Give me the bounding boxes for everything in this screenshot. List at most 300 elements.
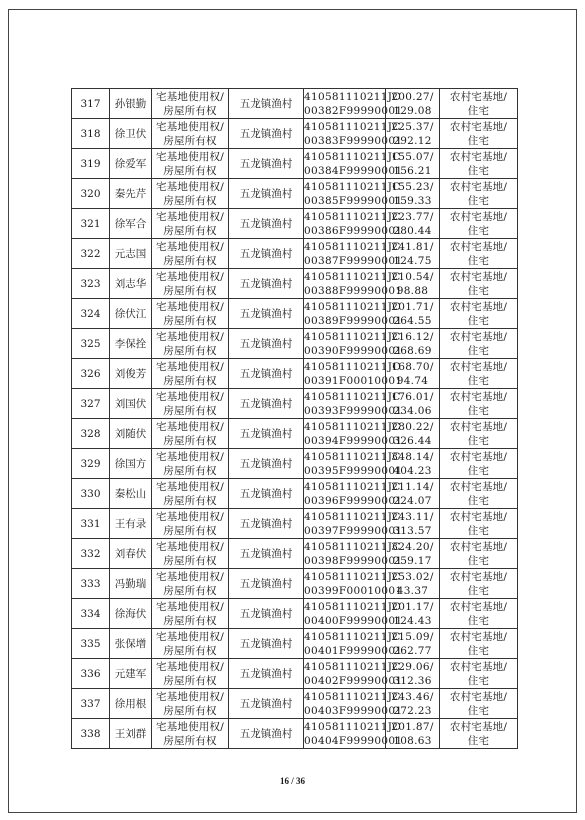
area-line: 324.20/ bbox=[391, 540, 434, 553]
land-use-line: 农村宅基地/ bbox=[449, 630, 508, 643]
land-use-line: 农村宅基地/ bbox=[449, 210, 508, 223]
table-row bbox=[72, 359, 518, 389]
land-use-line: 住宅 bbox=[467, 614, 490, 627]
row-number-cell: 333 bbox=[72, 569, 110, 599]
land-use-line: 农村宅基地/ bbox=[449, 450, 508, 463]
right-type-line: 宅基地使用权/ bbox=[156, 600, 224, 613]
right-type-line: 宅基地使用权/ bbox=[156, 630, 224, 643]
right-type-cell bbox=[152, 119, 229, 149]
area-line: 98.88 bbox=[396, 284, 429, 297]
right-type-line: 宅基地使用权/ bbox=[156, 540, 224, 553]
location-cell: 五龙镇渔村 bbox=[229, 329, 304, 359]
row-number-cell: 332 bbox=[72, 539, 110, 569]
area-cell bbox=[386, 329, 440, 359]
row-number-cell: 328 bbox=[72, 419, 110, 449]
land-use-line: 农村宅基地/ bbox=[449, 120, 508, 133]
parcel-code-line: 410581110211JC bbox=[304, 360, 401, 373]
area-line: 210.54/ bbox=[391, 270, 434, 283]
parcel-code-line: 410581110211JC bbox=[304, 480, 401, 493]
owner-name-cell: 刘俊芳 bbox=[110, 359, 152, 389]
land-use-cell bbox=[440, 539, 518, 569]
table-row bbox=[72, 209, 518, 239]
land-use-line: 农村宅基地/ bbox=[449, 330, 508, 343]
land-use-line: 农村宅基地/ bbox=[449, 90, 508, 103]
area-line: 201.71/ bbox=[391, 300, 434, 313]
parcel-code-line: 00394F99990001 bbox=[304, 434, 403, 447]
parcel-code-cell bbox=[304, 449, 403, 479]
parcel-code-cell bbox=[304, 209, 403, 239]
parcel-code-line: 00388F99990001 bbox=[304, 284, 403, 297]
area-cell bbox=[386, 539, 440, 569]
parcel-code-cell bbox=[304, 539, 403, 569]
row-number-cell: 318 bbox=[72, 119, 110, 149]
parcel-code-line: 410581110211JC bbox=[304, 90, 401, 103]
parcel-code-line: 410581110211JC bbox=[304, 390, 401, 403]
land-use-line: 住宅 bbox=[467, 554, 490, 567]
right-type-line: 房屋所有权 bbox=[163, 704, 217, 717]
area-line: 201.17/ bbox=[391, 600, 434, 613]
land-use-line: 住宅 bbox=[467, 344, 490, 357]
area-line: 215.09/ bbox=[391, 630, 434, 643]
land-use-cell bbox=[440, 119, 518, 149]
row-number-cell: 334 bbox=[72, 599, 110, 629]
area-line: 326.44 bbox=[393, 434, 432, 447]
owner-name-cell: 秦先芹 bbox=[110, 179, 152, 209]
row-number-cell: 323 bbox=[72, 269, 110, 299]
row-number-cell: 329 bbox=[72, 449, 110, 479]
area-line: 268.69 bbox=[393, 344, 432, 357]
parcel-code-cell bbox=[304, 689, 403, 719]
land-use-line: 住宅 bbox=[467, 704, 490, 717]
area-line: 243.11/ bbox=[391, 510, 434, 523]
parcel-code-line: 410581110211JC bbox=[304, 600, 401, 613]
table-row bbox=[72, 269, 518, 299]
parcel-code-line: 410581110211JC bbox=[304, 540, 401, 553]
right-type-line: 宅基地使用权/ bbox=[156, 120, 224, 133]
records-table bbox=[71, 88, 518, 749]
land-use-line: 农村宅基地/ bbox=[449, 180, 508, 193]
right-type-line: 宅基地使用权/ bbox=[156, 390, 224, 403]
location-cell: 五龙镇渔村 bbox=[229, 419, 304, 449]
row-number-cell: 319 bbox=[72, 149, 110, 179]
area-line: 216.12/ bbox=[391, 330, 434, 343]
parcel-code-line: 00396F99990001 bbox=[304, 494, 403, 507]
location-cell: 五龙镇渔村 bbox=[229, 569, 304, 599]
parcel-code-cell bbox=[304, 719, 403, 749]
row-number-cell: 326 bbox=[72, 359, 110, 389]
right-type-cell bbox=[152, 509, 229, 539]
parcel-code-cell bbox=[304, 119, 403, 149]
location-cell: 五龙镇渔村 bbox=[229, 299, 304, 329]
area-line: 234.06 bbox=[393, 404, 432, 417]
land-use-line: 住宅 bbox=[467, 104, 490, 117]
land-use-cell bbox=[440, 179, 518, 209]
right-type-line: 房屋所有权 bbox=[163, 194, 217, 207]
row-number-cell: 335 bbox=[72, 629, 110, 659]
owner-name-cell: 孙银勤 bbox=[110, 89, 152, 119]
land-use-line: 农村宅基地/ bbox=[449, 150, 508, 163]
land-use-line: 农村宅基地/ bbox=[449, 570, 508, 583]
area-line: 312.36 bbox=[393, 674, 432, 687]
page-indicator: 16 / 36 bbox=[279, 776, 305, 786]
table-row bbox=[72, 89, 518, 119]
parcel-code-line: 410581110211JC bbox=[304, 180, 401, 193]
area-line: 129.08 bbox=[393, 104, 432, 117]
right-type-line: 宅基地使用权/ bbox=[156, 510, 224, 523]
land-use-line: 农村宅基地/ bbox=[449, 360, 508, 373]
right-type-line: 宅基地使用权/ bbox=[156, 90, 224, 103]
right-type-line: 宅基地使用权/ bbox=[156, 660, 224, 673]
row-number-cell: 321 bbox=[72, 209, 110, 239]
right-type-cell bbox=[152, 449, 229, 479]
right-type-cell bbox=[152, 329, 229, 359]
table-row bbox=[72, 419, 518, 449]
right-type-line: 房屋所有权 bbox=[163, 674, 217, 687]
parcel-code-cell bbox=[304, 359, 403, 389]
area-line: 124.43 bbox=[393, 614, 432, 627]
row-number-cell: 320 bbox=[72, 179, 110, 209]
area-line: 43.37 bbox=[396, 584, 429, 597]
row-number-cell: 337 bbox=[72, 689, 110, 719]
parcel-code-cell bbox=[304, 629, 403, 659]
land-use-cell bbox=[440, 329, 518, 359]
parcel-code-line: 00387F99990001 bbox=[304, 254, 403, 267]
land-use-cell bbox=[440, 239, 518, 269]
owner-name-cell: 秦松山 bbox=[110, 479, 152, 509]
parcel-code-line: 00385F99990001 bbox=[304, 194, 403, 207]
area-cell bbox=[386, 389, 440, 419]
right-type-line: 宅基地使用权/ bbox=[156, 420, 224, 433]
table-row bbox=[72, 659, 518, 689]
area-cell bbox=[386, 689, 440, 719]
parcel-code-line: 00393F99990001 bbox=[304, 404, 403, 417]
table-row bbox=[72, 179, 518, 209]
table-row bbox=[72, 629, 518, 659]
parcel-code-line: 00389F99990001 bbox=[304, 314, 403, 327]
row-number-cell: 330 bbox=[72, 479, 110, 509]
parcel-code-cell bbox=[304, 149, 403, 179]
land-use-line: 农村宅基地/ bbox=[449, 240, 508, 253]
location-cell: 五龙镇渔村 bbox=[229, 599, 304, 629]
area-line: 404.23 bbox=[393, 464, 432, 477]
location-cell: 五龙镇渔村 bbox=[229, 359, 304, 389]
area-cell bbox=[386, 119, 440, 149]
parcel-code-line: 00402F99990001 bbox=[304, 674, 403, 687]
area-line: 108.63 bbox=[393, 734, 432, 747]
land-use-line: 住宅 bbox=[467, 734, 490, 747]
row-number-cell: 324 bbox=[72, 299, 110, 329]
table-row bbox=[72, 119, 518, 149]
right-type-line: 房屋所有权 bbox=[163, 254, 217, 267]
area-line: 253.02/ bbox=[391, 570, 434, 583]
land-use-line: 住宅 bbox=[467, 524, 490, 537]
area-line: 224.07 bbox=[393, 494, 432, 507]
land-use-cell bbox=[440, 149, 518, 179]
right-type-line: 房屋所有权 bbox=[163, 434, 217, 447]
area-line: 241.81/ bbox=[391, 240, 434, 253]
right-type-line: 房屋所有权 bbox=[163, 734, 217, 747]
land-use-line: 住宅 bbox=[467, 674, 490, 687]
owner-name-cell: 徐用根 bbox=[110, 689, 152, 719]
owner-name-cell: 徐国方 bbox=[110, 449, 152, 479]
owner-name-cell: 王刘群 bbox=[110, 719, 152, 749]
right-type-line: 房屋所有权 bbox=[163, 314, 217, 327]
parcel-code-line: 00390F99990001 bbox=[304, 344, 403, 357]
area-line: 272.23 bbox=[393, 704, 432, 717]
land-use-cell bbox=[440, 389, 518, 419]
land-use-cell bbox=[440, 629, 518, 659]
location-cell: 五龙镇渔村 bbox=[229, 179, 304, 209]
area-line: 159.33 bbox=[393, 194, 432, 207]
land-use-line: 农村宅基地/ bbox=[449, 540, 508, 553]
parcel-code-line: 410581110211JC bbox=[304, 570, 401, 583]
land-use-line: 农村宅基地/ bbox=[449, 720, 508, 733]
area-line: 348.14/ bbox=[391, 450, 434, 463]
owner-name-cell: 徐卫伏 bbox=[110, 119, 152, 149]
area-line: 259.17 bbox=[393, 554, 432, 567]
land-use-line: 住宅 bbox=[467, 194, 490, 207]
table-row bbox=[72, 149, 518, 179]
right-type-line: 宅基地使用权/ bbox=[156, 480, 224, 493]
area-cell bbox=[386, 659, 440, 689]
area-line: 155.07/ bbox=[391, 150, 434, 163]
parcel-code-line: 00401F99990001 bbox=[304, 644, 403, 657]
area-line: 243.46/ bbox=[391, 690, 434, 703]
land-use-line: 住宅 bbox=[467, 404, 490, 417]
records-table-body bbox=[72, 89, 518, 749]
right-type-line: 房屋所有权 bbox=[163, 494, 217, 507]
land-use-cell bbox=[440, 449, 518, 479]
area-cell bbox=[386, 599, 440, 629]
area-line: 201.87/ bbox=[391, 720, 434, 733]
location-cell: 五龙镇渔村 bbox=[229, 389, 304, 419]
location-cell: 五龙镇渔村 bbox=[229, 89, 304, 119]
parcel-code-line: 00391F00010001 bbox=[304, 374, 403, 387]
land-use-line: 住宅 bbox=[467, 644, 490, 657]
right-type-cell bbox=[152, 89, 229, 119]
right-type-cell bbox=[152, 269, 229, 299]
right-type-line: 房屋所有权 bbox=[163, 134, 217, 147]
row-number-cell: 322 bbox=[72, 239, 110, 269]
land-use-line: 农村宅基地/ bbox=[449, 270, 508, 283]
right-type-cell bbox=[152, 719, 229, 749]
right-type-line: 宅基地使用权/ bbox=[156, 210, 224, 223]
land-use-cell bbox=[440, 299, 518, 329]
owner-name-cell: 冯勤瑞 bbox=[110, 569, 152, 599]
land-use-cell bbox=[440, 209, 518, 239]
owner-name-cell: 刘随伏 bbox=[110, 419, 152, 449]
right-type-line: 宅基地使用权/ bbox=[156, 240, 224, 253]
area-line: 225.37/ bbox=[391, 120, 434, 133]
area-line: 264.55 bbox=[393, 314, 432, 327]
right-type-line: 房屋所有权 bbox=[163, 614, 217, 627]
area-line: 229.06/ bbox=[391, 660, 434, 673]
right-type-cell bbox=[152, 149, 229, 179]
row-number-cell: 338 bbox=[72, 719, 110, 749]
parcel-code-line: 410581110211JC bbox=[304, 450, 401, 463]
right-type-line: 宅基地使用权/ bbox=[156, 330, 224, 343]
table-row bbox=[72, 569, 518, 599]
table-row bbox=[72, 299, 518, 329]
parcel-code-line: 410581110211JC bbox=[304, 720, 401, 733]
parcel-code-line: 00400F99990001 bbox=[304, 614, 403, 627]
parcel-code-cell bbox=[304, 389, 403, 419]
row-number-cell: 325 bbox=[72, 329, 110, 359]
location-cell: 五龙镇渔村 bbox=[229, 119, 304, 149]
table-row bbox=[72, 389, 518, 419]
land-use-line: 住宅 bbox=[467, 254, 490, 267]
parcel-code-cell bbox=[304, 329, 403, 359]
parcel-code-cell bbox=[304, 479, 403, 509]
parcel-code-line: 00403F99990001 bbox=[304, 704, 403, 717]
row-number-cell: 317 bbox=[72, 89, 110, 119]
area-cell bbox=[386, 149, 440, 179]
right-type-line: 房屋所有权 bbox=[163, 104, 217, 117]
area-cell bbox=[386, 479, 440, 509]
parcel-code-cell bbox=[304, 269, 403, 299]
table-row bbox=[72, 239, 518, 269]
parcel-code-line: 410581110211JC bbox=[304, 690, 401, 703]
parcel-code-cell bbox=[304, 179, 403, 209]
parcel-code-line: 410581110211JC bbox=[304, 510, 401, 523]
area-cell bbox=[386, 299, 440, 329]
area-line: 176.01/ bbox=[391, 390, 434, 403]
right-type-line: 房屋所有权 bbox=[163, 554, 217, 567]
area-line: 223.77/ bbox=[391, 210, 434, 223]
area-line: 168.70/ bbox=[391, 360, 434, 373]
right-type-cell bbox=[152, 239, 229, 269]
right-type-line: 房屋所有权 bbox=[163, 464, 217, 477]
land-use-line: 农村宅基地/ bbox=[449, 690, 508, 703]
location-cell: 五龙镇渔村 bbox=[229, 659, 304, 689]
owner-name-cell: 张保增 bbox=[110, 629, 152, 659]
location-cell: 五龙镇渔村 bbox=[229, 479, 304, 509]
right-type-cell bbox=[152, 629, 229, 659]
parcel-code-line: 00382F99990001 bbox=[304, 104, 403, 117]
land-use-line: 农村宅基地/ bbox=[449, 660, 508, 673]
area-line: 313.57 bbox=[393, 524, 432, 537]
area-cell bbox=[386, 89, 440, 119]
land-use-line: 农村宅基地/ bbox=[449, 510, 508, 523]
table-row bbox=[72, 509, 518, 539]
right-type-cell bbox=[152, 569, 229, 599]
location-cell: 五龙镇渔村 bbox=[229, 539, 304, 569]
land-use-line: 农村宅基地/ bbox=[449, 480, 508, 493]
right-type-line: 宅基地使用权/ bbox=[156, 270, 224, 283]
area-line: 156.21 bbox=[393, 164, 432, 177]
parcel-code-line: 410581110211JC bbox=[304, 210, 401, 223]
land-use-cell bbox=[440, 479, 518, 509]
land-use-cell bbox=[440, 719, 518, 749]
area-line: 155.23/ bbox=[391, 180, 434, 193]
land-use-cell bbox=[440, 89, 518, 119]
land-use-line: 农村宅基地/ bbox=[449, 420, 508, 433]
area-line: 262.77 bbox=[393, 644, 432, 657]
right-type-line: 房屋所有权 bbox=[163, 584, 217, 597]
parcel-code-cell bbox=[304, 239, 403, 269]
parcel-code-line: 00404F99990001 bbox=[304, 734, 403, 747]
parcel-code-line: 00384F99990001 bbox=[304, 164, 403, 177]
table-row bbox=[72, 329, 518, 359]
area-cell bbox=[386, 419, 440, 449]
land-use-cell bbox=[440, 689, 518, 719]
land-use-cell bbox=[440, 659, 518, 689]
parcel-code-cell bbox=[304, 569, 403, 599]
land-use-cell bbox=[440, 509, 518, 539]
area-cell bbox=[386, 239, 440, 269]
land-use-cell bbox=[440, 269, 518, 299]
area-cell bbox=[386, 179, 440, 209]
land-use-line: 住宅 bbox=[467, 494, 490, 507]
parcel-code-line: 00398F99990001 bbox=[304, 554, 403, 567]
table-row bbox=[72, 719, 518, 749]
owner-name-cell: 徐爱军 bbox=[110, 149, 152, 179]
land-use-cell bbox=[440, 419, 518, 449]
owner-name-cell: 刘春伏 bbox=[110, 539, 152, 569]
parcel-code-line: 410581110211JC bbox=[304, 330, 401, 343]
right-type-line: 宅基地使用权/ bbox=[156, 690, 224, 703]
table-row bbox=[72, 689, 518, 719]
right-type-line: 宅基地使用权/ bbox=[156, 180, 224, 193]
owner-name-cell: 徐伏江 bbox=[110, 299, 152, 329]
right-type-line: 房屋所有权 bbox=[163, 404, 217, 417]
area-line: 94.74 bbox=[396, 374, 429, 387]
land-use-line: 住宅 bbox=[467, 314, 490, 327]
right-type-cell bbox=[152, 389, 229, 419]
owner-name-cell: 李保拴 bbox=[110, 329, 152, 359]
land-use-line: 住宅 bbox=[467, 434, 490, 447]
right-type-line: 宅基地使用权/ bbox=[156, 360, 224, 373]
table-row bbox=[72, 599, 518, 629]
area-cell bbox=[386, 509, 440, 539]
area-line: 124.75 bbox=[393, 254, 432, 267]
land-use-line: 住宅 bbox=[467, 224, 490, 237]
parcel-code-line: 00397F99990001 bbox=[304, 524, 403, 537]
area-line: 200.27/ bbox=[391, 90, 434, 103]
right-type-line: 房屋所有权 bbox=[163, 344, 217, 357]
right-type-line: 房屋所有权 bbox=[163, 284, 217, 297]
parcel-code-line: 410581110211JC bbox=[304, 300, 401, 313]
land-use-line: 农村宅基地/ bbox=[449, 300, 508, 313]
land-use-cell bbox=[440, 359, 518, 389]
right-type-line: 宅基地使用权/ bbox=[156, 450, 224, 463]
parcel-code-cell bbox=[304, 89, 403, 119]
right-type-line: 宅基地使用权/ bbox=[156, 720, 224, 733]
right-type-line: 房屋所有权 bbox=[163, 164, 217, 177]
right-type-line: 房屋所有权 bbox=[163, 224, 217, 237]
row-number-cell: 336 bbox=[72, 659, 110, 689]
land-use-cell bbox=[440, 569, 518, 599]
right-type-cell bbox=[152, 659, 229, 689]
land-use-line: 住宅 bbox=[467, 464, 490, 477]
parcel-code-cell bbox=[304, 509, 403, 539]
table-row bbox=[72, 539, 518, 569]
owner-name-cell: 刘志华 bbox=[110, 269, 152, 299]
right-type-cell bbox=[152, 179, 229, 209]
parcel-code-line: 00395F99990001 bbox=[304, 464, 403, 477]
right-type-cell bbox=[152, 689, 229, 719]
table-row bbox=[72, 449, 518, 479]
right-type-cell bbox=[152, 539, 229, 569]
area-line: 280.22/ bbox=[391, 420, 434, 433]
location-cell: 五龙镇渔村 bbox=[229, 509, 304, 539]
right-type-cell bbox=[152, 209, 229, 239]
row-number-cell: 327 bbox=[72, 389, 110, 419]
parcel-code-line: 410581110211JC bbox=[304, 150, 401, 163]
area-line: 280.44 bbox=[393, 224, 432, 237]
land-use-line: 住宅 bbox=[467, 374, 490, 387]
right-type-cell bbox=[152, 359, 229, 389]
